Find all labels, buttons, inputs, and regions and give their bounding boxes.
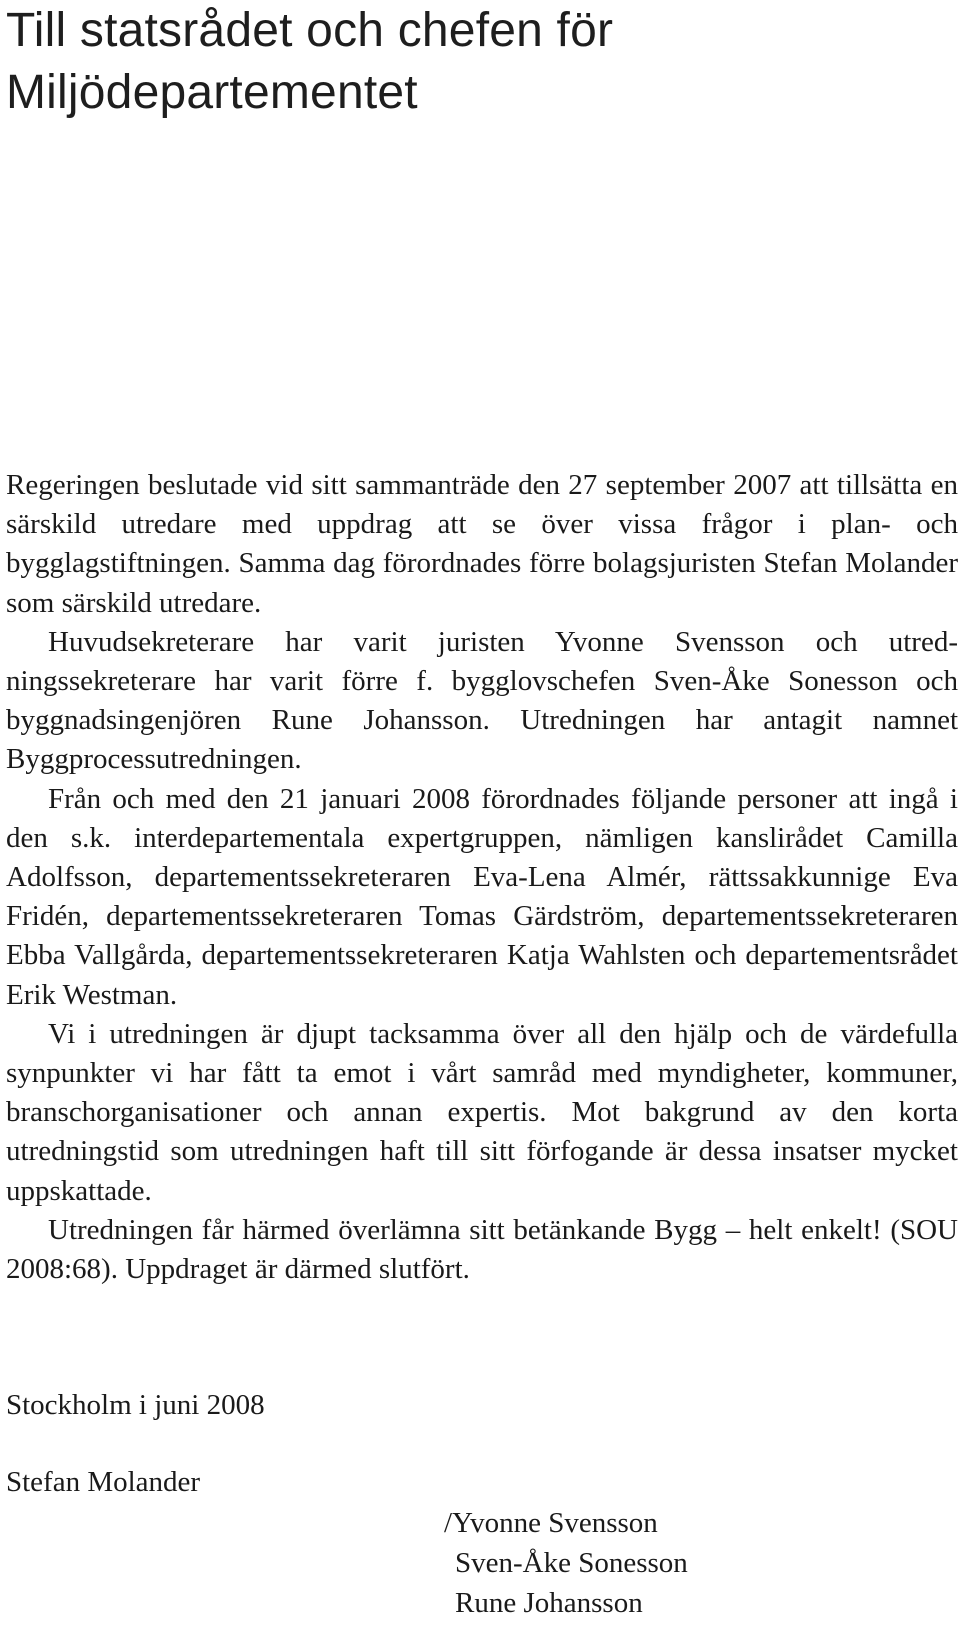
secretary-name: Rune Johansson	[455, 1587, 643, 1619]
paragraph-assignment: Regeringen beslutade vid sitt sammanträde den 27 september 2007 att tillsätta en särskild utredare med uppdrag att se över vissa frågor i plan- och bygglagstiftningen. Samma dag förordnades förre bolagsjuristen Stefan Molander som särskild utredare.	[6, 469, 958, 619]
signer-name: Stefan Molander	[6, 1466, 201, 1498]
secretary-name: Sven-Åke Sonesson	[455, 1547, 688, 1579]
place-and-date: Stockholm i juni 2008	[6, 1389, 265, 1421]
paragraph-expert-group: Från och med den 21 januari 2008 förordnades följande personer att ingå i den s.k. interdepartementala expertgruppen, nämligen kanslirådet Camilla Adolfsson, departementssekreteraren Eva-Lena Almér, rättssakkunnige Eva Fridén, departementssekreteraren Tomas Gärdström, departementssekreteraren Ebba Vallgårda, departementssekreteraren Katja Wahlsten och departementsrådet Erik Westman.	[6, 782, 958, 1011]
secretary-name: /Yvonne Svensson	[444, 1507, 658, 1539]
secretaries-block	[444, 1503, 688, 1623]
page-title	[6, 0, 906, 124]
paragraph-thanks: Vi i utredningen är djupt tacksamma över all den hjälp och de värdefulla synpunkter vi har fått ta emot i vårt samråd med myndigheter, kommuner, branschorganisationer och annan expertis. Mot bakgrund av den korta utredningstid som utredningen haft till sitt förfogande är dessa insatser mycket uppskattade.	[6, 1017, 958, 1207]
title-line-2: Miljödepartementet	[6, 66, 418, 119]
letter-body	[6, 466, 958, 1289]
title-line-1: Till statsrådet och chefen för	[6, 4, 614, 57]
paragraph-secretaries: Huvudsekreterare har varit juristen Yvonne Svensson och utredningssekreterare har varit förre f. bygglovschefen Sven-Åke Sonesson och byggnadsingenjören Rune Johansson. Utredningen har antagit namnet Byggprocessutredningen.	[6, 625, 958, 776]
paragraph-conclusion: Utredningen får härmed överlämna sitt betänkande Bygg – helt enkelt! (SOU 2008:68). Uppdraget är därmed slutfört.	[6, 1213, 958, 1286]
